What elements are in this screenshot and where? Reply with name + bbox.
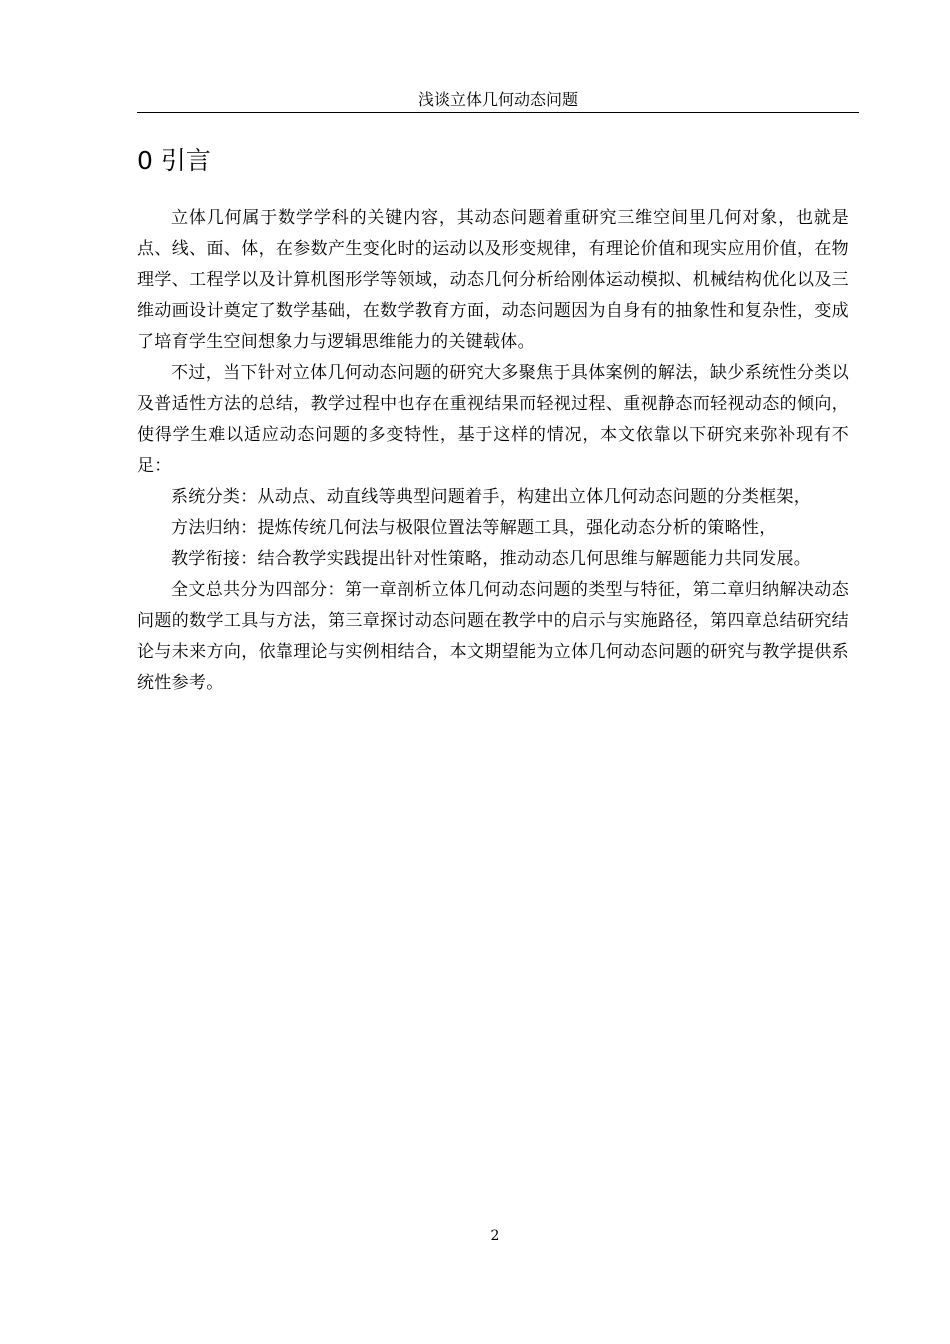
section-heading: 0 引言 [137,146,211,175]
paragraph-systematic-classification: 系统分类：从动点、动直线等典型问题着手，构建出立体几何动态问题的分类框架， [171,487,812,507]
paragraph-intro: 立体几何属于数学学科的关键内容，其动态问题着重研究三维空间里几何对象，也就是点、线、面、体，在参数产生变化时的运动以及形变规律，有理论价值和现实应用价值，在物理学、工程学以及计算机图形学等领域，动态几何分析给刚体运动模拟、机械结构优化以及三维动画设计奠定了数学基础，在数学教育方面，动态问题因为自身有的抽象性和复杂性，变成了培育学生空间想象力与逻辑思维能力的关键载体。 [137,208,849,352]
page-number: 2 [490,1228,500,1244]
paragraph-method-induction: 方法归纳：提炼传统几何法与极限位置法等解题工具，强化动态分析的策略性， [171,518,777,538]
paragraph-structure-overview: 全文总共分为四部分：第一章剖析立体几何动态问题的类型与特征，第二章归纳解决动态问题的数学工具与方法，第三章探讨动态问题在教学中的启示与实施路径，第四章总结研究结论与未来方向，依靠理论与实例相结合，本文期望能为立体几何动态问题的研究与教学提供系统性参考。 [137,580,849,693]
running-header: 浅谈立体几何动态问题 [137,88,859,113]
body-text [137,203,849,699]
paragraph-research-gap: 不过，当下针对立体几何动态问题的研究大多聚焦于具体案例的解法，缺少系统性分类以及普适性方法的总结，教学过程中也存在重视结果而轻视过程、重视静态而轻视动态的倾向，使得学生难以适应动态问题的多变特性，基于这样的情况，本文依靠以下研究来弥补现有不足： [137,363,849,476]
paragraph-teaching-connection: 教学衔接：结合教学实践提出针对性策略，推动动态几何思维与解题能力共同发展。 [171,549,812,569]
